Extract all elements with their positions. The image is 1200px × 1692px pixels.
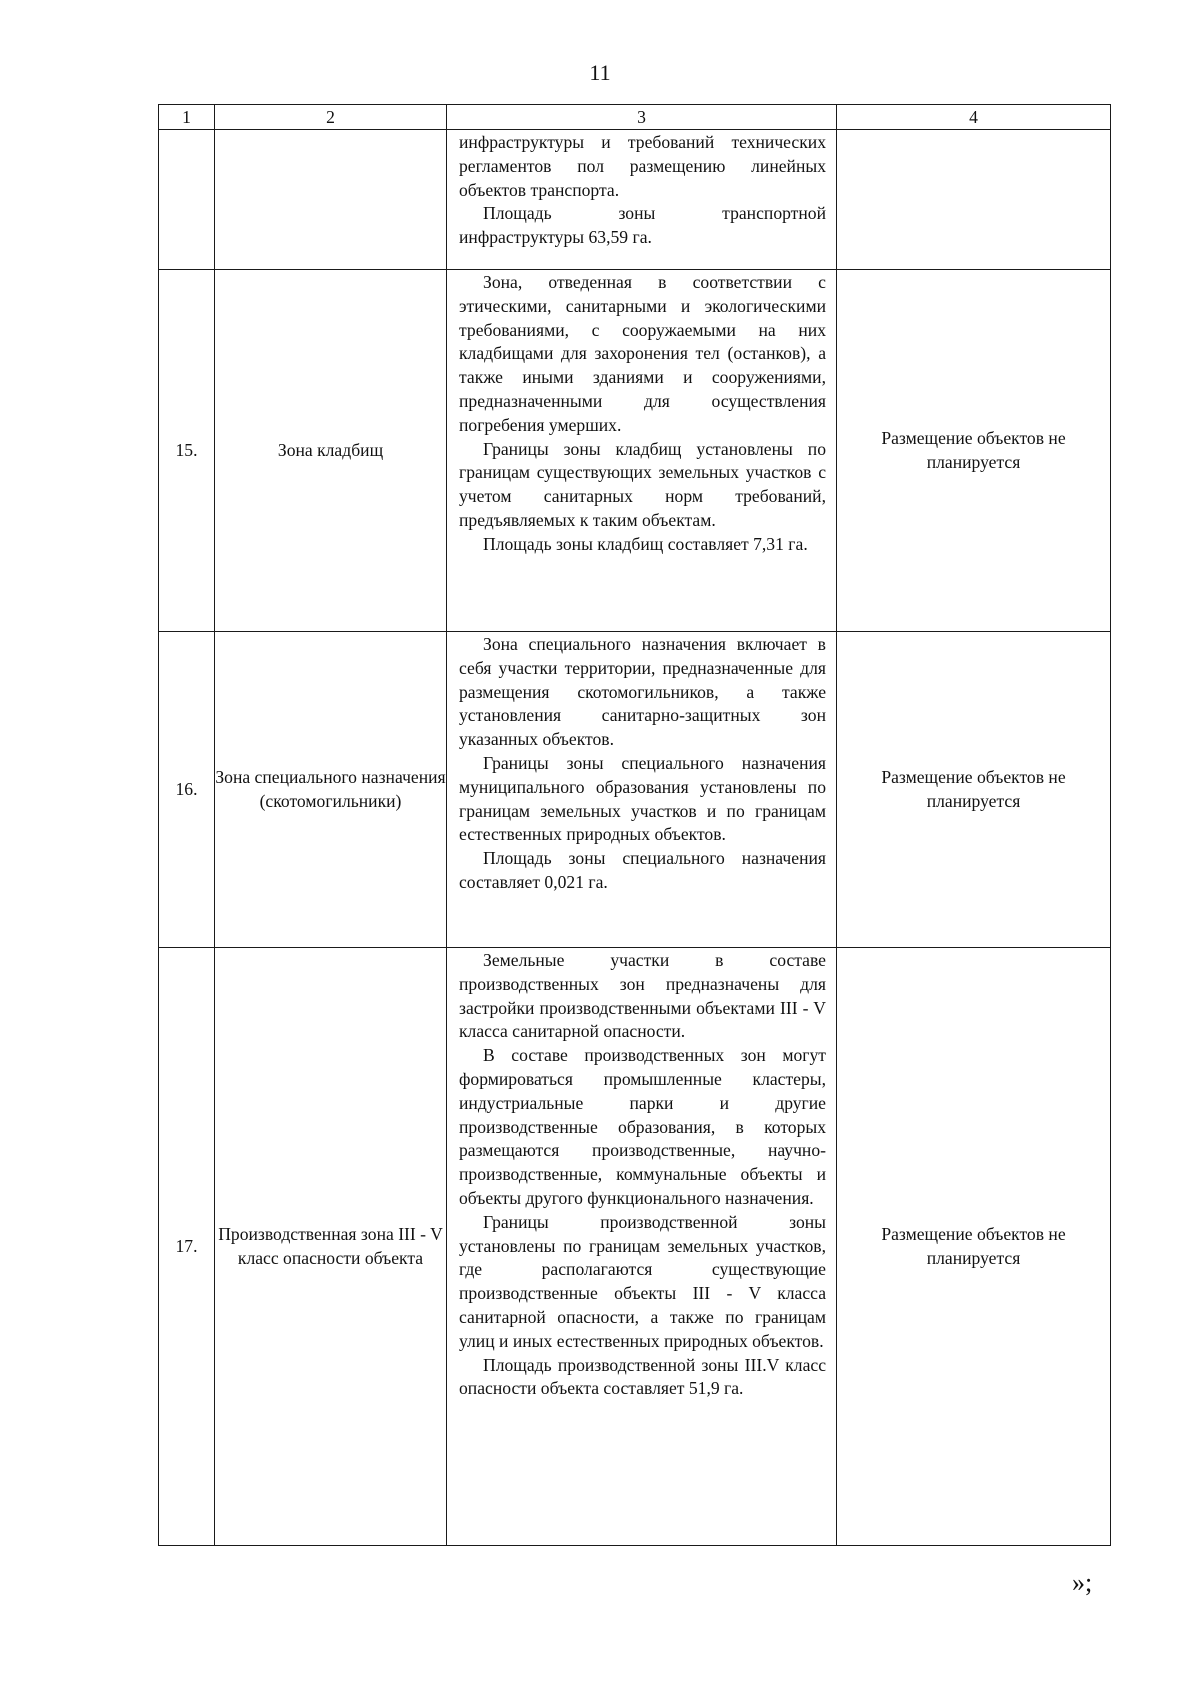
description-paragraph: Земельные участки в составе производственных зон предназначены для застройки производственными объектами III - V класса санитарной опасности. (459, 950, 826, 1042)
row-number: 15. (159, 270, 215, 632)
zone-name: Зона кладбищ (215, 270, 447, 632)
zone-description (447, 270, 837, 632)
row-number: 17. (159, 948, 215, 1546)
zone-name: Производственная зона III - V класс опасности объекта (215, 948, 447, 1546)
page-number: 11 (589, 60, 611, 85)
closing-quote-mark: »; (1072, 1568, 1093, 1597)
description-paragraph: Границы производственной зоны установлены по границам земельных участков, где располагаются существующие производственные объекты III - V класса санитарной опасности, а также по границам улиц и иных естественных природных объектов. (459, 1211, 826, 1351)
zone-name (215, 130, 447, 270)
table-row (159, 130, 1111, 270)
zone-description (447, 948, 837, 1546)
description-paragraph: Площадь зоны кладбищ составляет 7,31 га. (483, 533, 808, 554)
header-col-2: 2 (215, 105, 447, 130)
row-number: 16. (159, 632, 215, 948)
table-header-row (159, 105, 1111, 130)
description-paragraph: Зона специального назначения включает в себя участки территории, предназначенные для размещения скотомогильников, а также установления санитарно-защитных зон указанных объектов. (459, 634, 826, 750)
description-paragraph: Границы зоны специального назначения муниципального образования установлены по границам земельных участков и по границам естественных природных объектов. (459, 752, 826, 845)
zone-description (447, 632, 837, 948)
description-paragraph: Площадь зоны специального назначения составляет 0,021 га. (459, 848, 826, 892)
description-paragraph: инфраструктуры и требований технических регламентов пол размещению линейных объектов транспорта. (459, 132, 826, 200)
description-paragraph: Площадь производственной зоны III.V класс опасности объекта составляет 51,9 га. (459, 1354, 826, 1399)
table-row (159, 632, 1111, 948)
header-col-1: 1 (159, 105, 215, 130)
table-row (159, 948, 1111, 1546)
zones-table (158, 104, 1111, 1546)
placement-note (837, 130, 1111, 270)
header-col-4: 4 (837, 105, 1111, 130)
table-row (159, 270, 1111, 632)
placement-note: Размещение объектов не планируется (837, 948, 1111, 1546)
zone-description (447, 130, 837, 270)
row-number (159, 130, 215, 270)
description-paragraph: В составе производственных зон могут формироваться промышленные кластеры, индустриальные парки и другие производственные образования, в которых размещаются производственные, научно-производственные, коммунальные объекты и объекты другого функционального назначения. (459, 1045, 826, 1208)
placement-note: Размещение объектов не планируется (837, 270, 1111, 632)
description-paragraph: Площадь зоны транспортной инфраструктуры 63,59 га. (459, 203, 826, 248)
description-paragraph: Границы зоны кладбищ установлены по границам существующих земельных участков с учетом санитарных норм требований, предъявляемых к таким объектам. (459, 438, 826, 530)
description-paragraph: Зона, отведенная в соответствии с этическими, санитарными и экологическими требованиями, с сооружаемыми на них кладбищами для захоронения тел (останков), а также иными зданиями и сооружениями, предназначенными для осуществления погребения умерших. (459, 272, 826, 435)
header-col-3: 3 (447, 105, 837, 130)
zone-name: Зона специального назначения (скотомогильники) (215, 632, 447, 948)
placement-note: Размещение объектов не планируется (837, 632, 1111, 948)
